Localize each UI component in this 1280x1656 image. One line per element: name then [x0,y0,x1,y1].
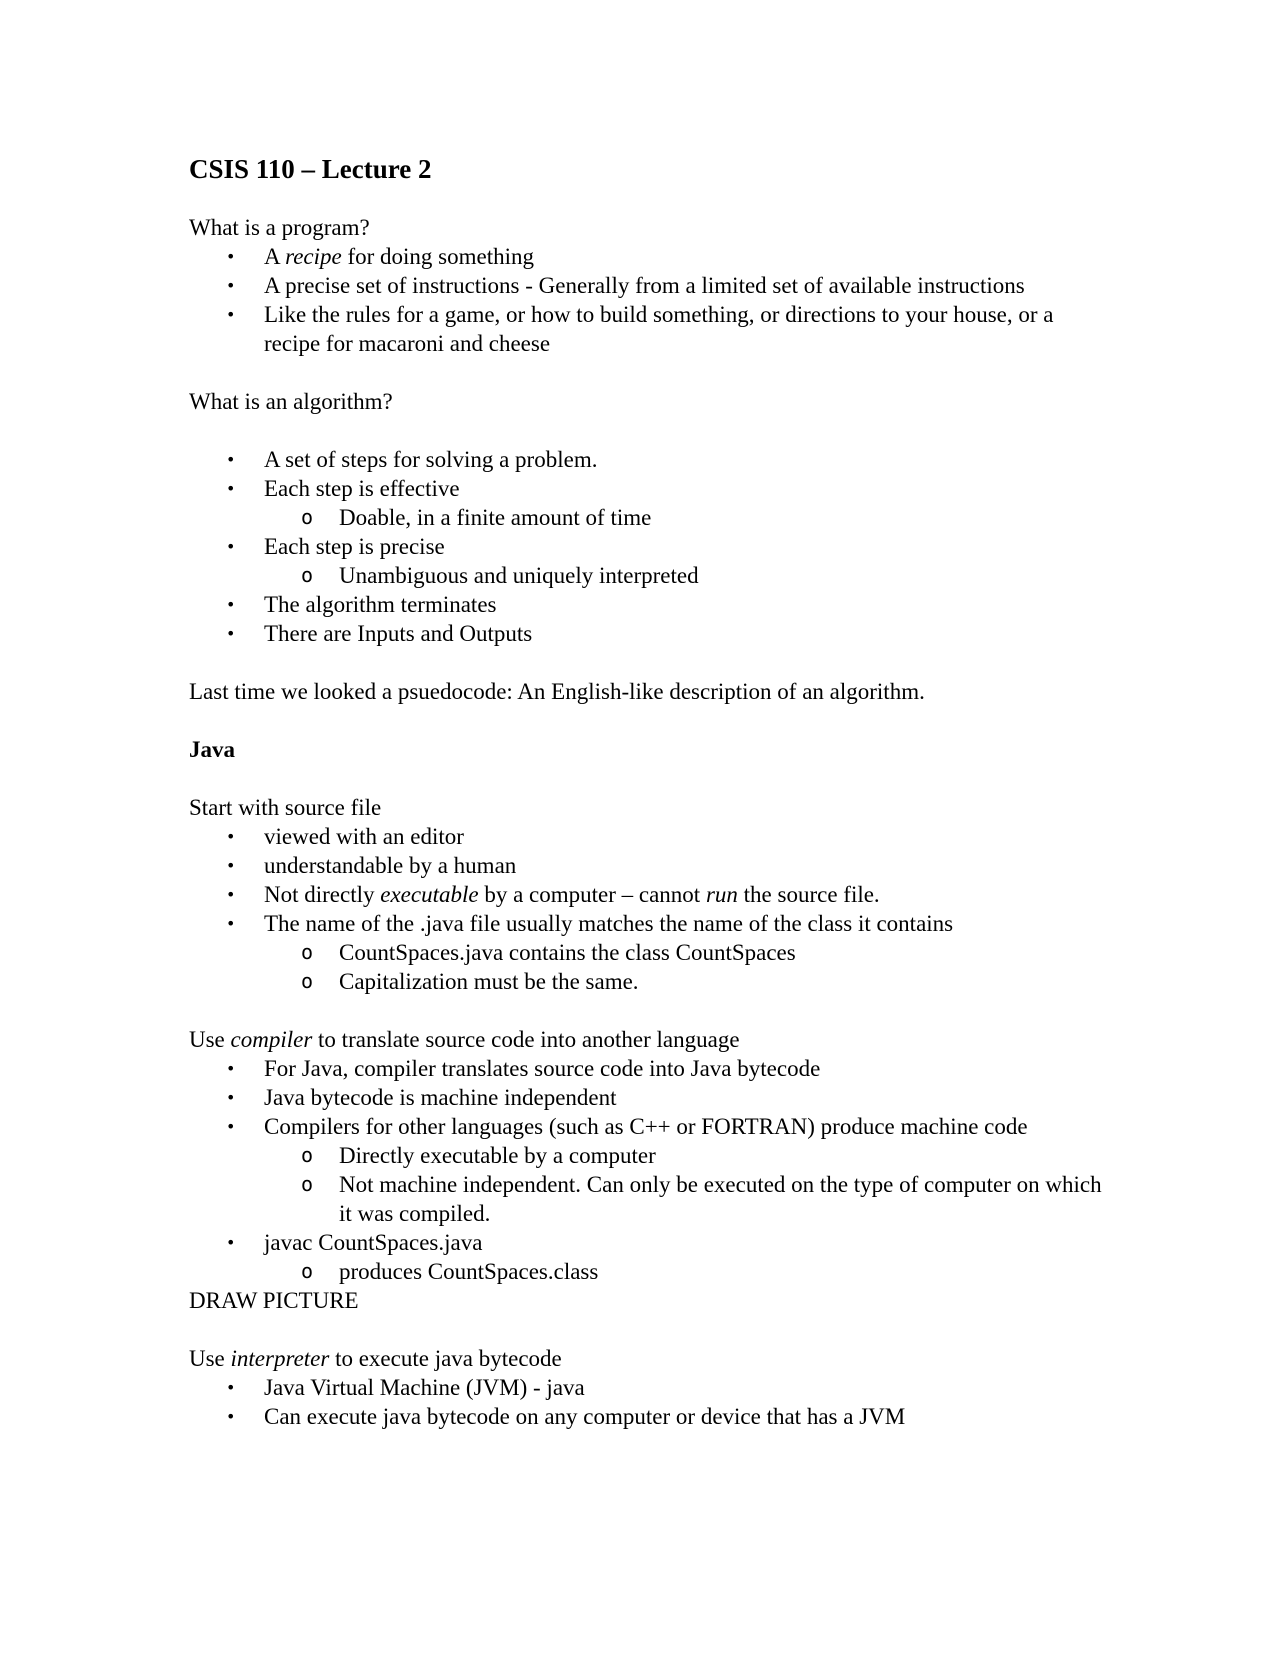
bullet-icon: • [226,595,236,614]
list-item: • For Java, compiler translates source code into Java bytecode [226,1056,821,1081]
bullet-icon: • [226,276,236,295]
bullet-icon: • [226,1378,236,1397]
sub-list [264,938,1109,996]
bullet-icon: • [226,1407,236,1426]
sub-list-item: o CountSpaces.java contains the class CountSpaces [301,940,796,965]
algorithm-question: What is an algorithm? [189,389,393,414]
circle-bullet-icon: o [301,969,314,993]
list-item: • viewed with an editor [226,824,464,849]
bullet-icon: • [226,914,236,933]
source-list [189,822,1109,996]
sub-list [264,1257,1109,1286]
list-item: • understandable by a human [226,853,517,878]
sub-list-item: o produces CountSpaces.class [301,1259,599,1284]
algorithm-list [189,445,1109,648]
sub-list [264,1141,1109,1228]
list-item: • A set of steps for solving a problem. [226,447,598,472]
bullet-icon: • [226,624,236,643]
list-item: • The algorithm terminates [226,592,497,617]
bullet-icon: • [226,247,236,266]
sub-list-item: o Capitalization must be the same. [301,969,639,994]
list-item: • Compilers for other languages (such as C++ or FORTRAN) produce machine code o Directly executable by a computer o Not machine independent. Can only be executed on the type of computer on which it was compiled. [264,1112,1109,1228]
list-item: • Each step is precise o Unambiguous and uniquely interpreted [264,532,1109,590]
compiler-list [189,1054,1109,1286]
java-heading: Java [189,737,235,762]
last-time-paragraph: Last time we looked a psuedocode: An English-like description of an algorithm. [189,679,925,704]
page-title: CSIS 110 – Lecture 2 [189,154,432,184]
source-intro: Start with source file [189,795,382,820]
bullet-icon: • [226,537,236,556]
list-item: • Each step is effective o Doable, in a finite amount of time [264,474,1109,532]
circle-bullet-icon: o [301,1259,314,1283]
list-item: • A recipe for doing something [226,244,535,269]
list-item: • javac CountSpaces.java o produces CountSpaces.class [264,1228,1109,1286]
interpreter-list [189,1373,1109,1431]
bullet-icon: • [226,479,236,498]
bullet-icon: • [226,1233,236,1252]
bullet-icon: • [226,827,236,846]
sub-list-item: o Unambiguous and uniquely interpreted [301,563,699,588]
bullet-icon: • [226,856,236,875]
circle-bullet-icon: o [301,563,314,587]
sub-list-item: o Directly executable by a computer [301,1143,656,1168]
bullet-icon: • [226,1088,236,1107]
list-item: • Can execute java bytecode on any computer or device that has a JVM [226,1404,906,1429]
compiler-intro: Use compiler to translate source code into another language [189,1027,740,1052]
list-item: • There are Inputs and Outputs [226,621,533,646]
circle-bullet-icon: o [301,505,314,529]
sub-list-item: o Not machine independent. Can only be executed on the type of computer on which it was compiled. [301,1172,1102,1226]
list-item: • The name of the .java file usually matches the name of the class it contains o CountSpaces.java contains the class CountSpaces o Capitalization must be the same. [264,909,1109,996]
list-item: • A precise set of instructions - Generally from a limited set of available instructions [226,273,1025,298]
list-item: • Not directly executable by a computer – cannot run the source file. [226,882,880,907]
list-item: • Java bytecode is machine independent [226,1085,617,1110]
interpreter-intro: Use interpreter to execute java bytecode [189,1346,562,1371]
circle-bullet-icon: o [301,1172,314,1196]
sub-list [264,503,1109,532]
sub-list [264,561,1109,590]
bullet-icon: • [226,450,236,469]
bullet-icon: • [226,885,236,904]
program-list [189,242,1109,358]
sub-list-item: o Doable, in a finite amount of time [301,505,652,530]
circle-bullet-icon: o [301,1143,314,1167]
list-item: • Like the rules for a game, or how to build something, or directions to your house, or a recipe for macaroni and cheese [226,302,1054,356]
list-item: • Java Virtual Machine (JVM) - java [226,1375,585,1400]
bullet-icon: • [226,1059,236,1078]
program-question: What is a program? [189,215,370,240]
circle-bullet-icon: o [301,940,314,964]
bullet-icon: • [226,1117,236,1136]
document-page [189,150,1109,1431]
draw-picture-note: DRAW PICTURE [189,1288,359,1313]
bullet-icon: • [226,305,236,324]
